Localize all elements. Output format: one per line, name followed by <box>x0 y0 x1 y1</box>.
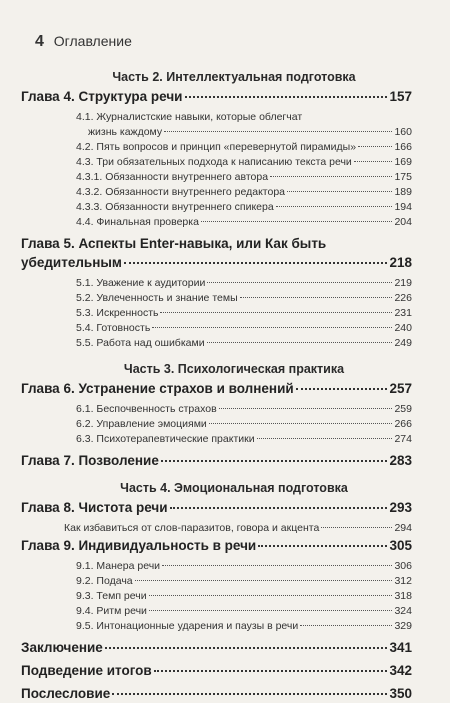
section-entry <box>56 155 412 170</box>
chapter-entry <box>21 638 412 657</box>
section-page: 219 <box>394 277 412 289</box>
section-entry <box>56 276 412 291</box>
chapter-page: 283 <box>389 453 412 468</box>
chapter-title: Подведение итогов <box>21 663 152 678</box>
chapter-entry <box>21 379 412 398</box>
chapter-entry <box>21 536 412 555</box>
section-title: 9.3. Темп речи <box>76 590 147 602</box>
section-title: 4.2. Пять вопросов и принцип «перевернутой пирамиды» <box>76 141 357 153</box>
chapter-page: 157 <box>389 89 412 104</box>
section-page: 329 <box>394 620 412 632</box>
section-page: 249 <box>394 337 412 349</box>
chapter-page: 341 <box>389 640 412 655</box>
part-heading: Часть 4. Эмоциональная подготовка <box>120 481 348 495</box>
chapter-title: Заключение <box>21 640 103 655</box>
section-entry <box>56 521 412 536</box>
section-page: 169 <box>394 156 412 168</box>
section-entry <box>56 306 412 321</box>
section-title: Как избавиться от слов-паразитов, говора и акцента <box>64 522 320 534</box>
leader-dots <box>201 221 393 222</box>
section-title: 6.2. Управление эмоциями <box>76 418 207 430</box>
running-title: Оглавление <box>53 33 132 49</box>
section-page: 306 <box>394 560 412 572</box>
section-page: 194 <box>394 201 412 213</box>
leader-dots <box>164 131 392 132</box>
chapter-title: Глава 8. Чистота речи <box>21 500 168 515</box>
leader-dots <box>161 460 388 462</box>
leader-dots <box>219 408 393 409</box>
section-entry <box>56 321 412 336</box>
leader-dots <box>152 327 392 328</box>
section-entry <box>56 170 412 185</box>
section-title: 4.3.1. Обязанности внутреннего автора <box>76 171 269 183</box>
chapter-entry <box>21 451 412 470</box>
section-page: 231 <box>394 307 412 319</box>
leader-dots <box>321 527 392 528</box>
chapter-entry <box>21 498 412 517</box>
section-entry <box>56 574 412 589</box>
leader-dots <box>124 262 388 264</box>
chapter-page: 305 <box>389 538 412 553</box>
chapter-page: 257 <box>389 381 412 396</box>
leader-dots <box>207 342 393 343</box>
section-title: 5.1. Уважение к аудитории <box>76 277 206 289</box>
section-page: 266 <box>394 418 412 430</box>
page-number: 4 <box>35 33 44 50</box>
section-title: 4.3.2. Обязанности внутреннего редактора <box>76 186 286 198</box>
chapter-title: Глава 5. Аспекты Enter-навыка, или Как быть <box>21 236 327 251</box>
leader-dots <box>149 595 393 596</box>
section-entry <box>56 432 412 447</box>
section-entry <box>56 559 412 574</box>
section-title: жизнь каждому <box>88 126 163 138</box>
chapter-page: 293 <box>389 500 412 515</box>
leader-dots <box>296 388 388 390</box>
section-entry <box>56 215 412 230</box>
section-title: 4.4. Финальная проверка <box>76 216 199 228</box>
section-entry <box>56 336 412 351</box>
leader-dots <box>149 610 393 611</box>
leader-dots <box>258 545 387 547</box>
part-heading: Часть 2. Интеллектуальная подготовка <box>112 70 356 84</box>
leader-dots <box>160 312 392 313</box>
chapter-title: убедительным <box>21 255 122 270</box>
section-entry <box>56 604 412 619</box>
chapter-title: Глава 6. Устранение страхов и волнений <box>21 381 294 396</box>
section-entry <box>56 417 412 432</box>
chapter-page: 350 <box>389 686 412 701</box>
section-entry <box>56 619 412 634</box>
section-title: 5.2. Увлеченность и знание темы <box>76 292 238 304</box>
leader-dots <box>135 580 393 581</box>
section-page: 294 <box>394 522 412 534</box>
section-entry <box>56 185 412 200</box>
leader-dots <box>185 96 388 98</box>
table-of-contents <box>21 68 412 703</box>
section-title: 9.4. Ритм речи <box>76 605 147 617</box>
chapter-entry <box>21 253 412 272</box>
section-page: 204 <box>394 216 412 228</box>
part-heading: Часть 3. Психологическая практика <box>123 362 345 376</box>
section-page: 312 <box>394 575 412 587</box>
section-title: 5.3. Искренность <box>76 307 159 319</box>
page-header <box>35 33 132 51</box>
section-entry <box>56 291 412 306</box>
chapter-title: Глава 9. Индивидуальность в речи <box>21 538 257 553</box>
chapter-entry <box>21 684 412 703</box>
leader-dots <box>209 423 393 424</box>
leader-dots <box>276 206 393 207</box>
section-title: 9.5. Интонационные ударения и паузы в речи <box>76 620 299 632</box>
section-page: 240 <box>394 322 412 334</box>
leader-dots <box>300 625 392 626</box>
section-title: 4.1. Журналистские навыки, которые облегчат <box>76 111 303 123</box>
section-entry <box>56 110 412 125</box>
leader-dots <box>287 191 392 192</box>
leader-dots <box>154 670 388 672</box>
section-page: 324 <box>394 605 412 617</box>
leader-dots <box>112 693 387 695</box>
leader-dots <box>105 647 388 649</box>
section-title: 9.1. Манера речи <box>76 560 161 572</box>
section-page: 166 <box>394 141 412 153</box>
section-entry <box>56 589 412 604</box>
chapter-page: 342 <box>389 663 412 678</box>
section-page: 189 <box>394 186 412 198</box>
leader-dots <box>170 507 388 509</box>
section-entry <box>56 402 412 417</box>
section-title: 4.3.3. Обязанности внутреннего спикера <box>76 201 274 213</box>
section-title: 4.3. Три обязательных подхода к написанию текста речи <box>76 156 352 168</box>
leader-dots <box>354 161 393 162</box>
chapter-title: Глава 4. Структура речи <box>21 89 183 104</box>
section-page: 160 <box>394 126 412 138</box>
section-entry <box>56 125 412 140</box>
chapter-entry <box>21 661 412 680</box>
section-page: 226 <box>394 292 412 304</box>
section-entry <box>56 140 412 155</box>
section-title: 5.4. Готовность <box>76 322 151 334</box>
section-title: 6.1. Беспочвенность страхов <box>76 403 217 415</box>
chapter-entry <box>21 234 412 253</box>
leader-dots <box>358 146 392 147</box>
section-entry <box>56 200 412 215</box>
section-title: 5.5. Работа над ошибками <box>76 337 205 349</box>
section-page: 274 <box>394 433 412 445</box>
section-title: 9.2. Подача <box>76 575 133 587</box>
leader-dots <box>257 438 393 439</box>
chapter-entry <box>21 87 412 106</box>
leader-dots <box>240 297 393 298</box>
chapter-title: Послесловие <box>21 686 111 701</box>
section-page: 318 <box>394 590 412 602</box>
chapter-page: 218 <box>389 255 412 270</box>
leader-dots <box>162 565 392 566</box>
chapter-title: Глава 7. Позволение <box>21 453 159 468</box>
leader-dots <box>207 282 392 283</box>
leader-dots <box>270 176 392 177</box>
section-page: 175 <box>394 171 412 183</box>
section-title: 6.3. Психотерапевтические практики <box>76 433 255 445</box>
section-page: 259 <box>394 403 412 415</box>
